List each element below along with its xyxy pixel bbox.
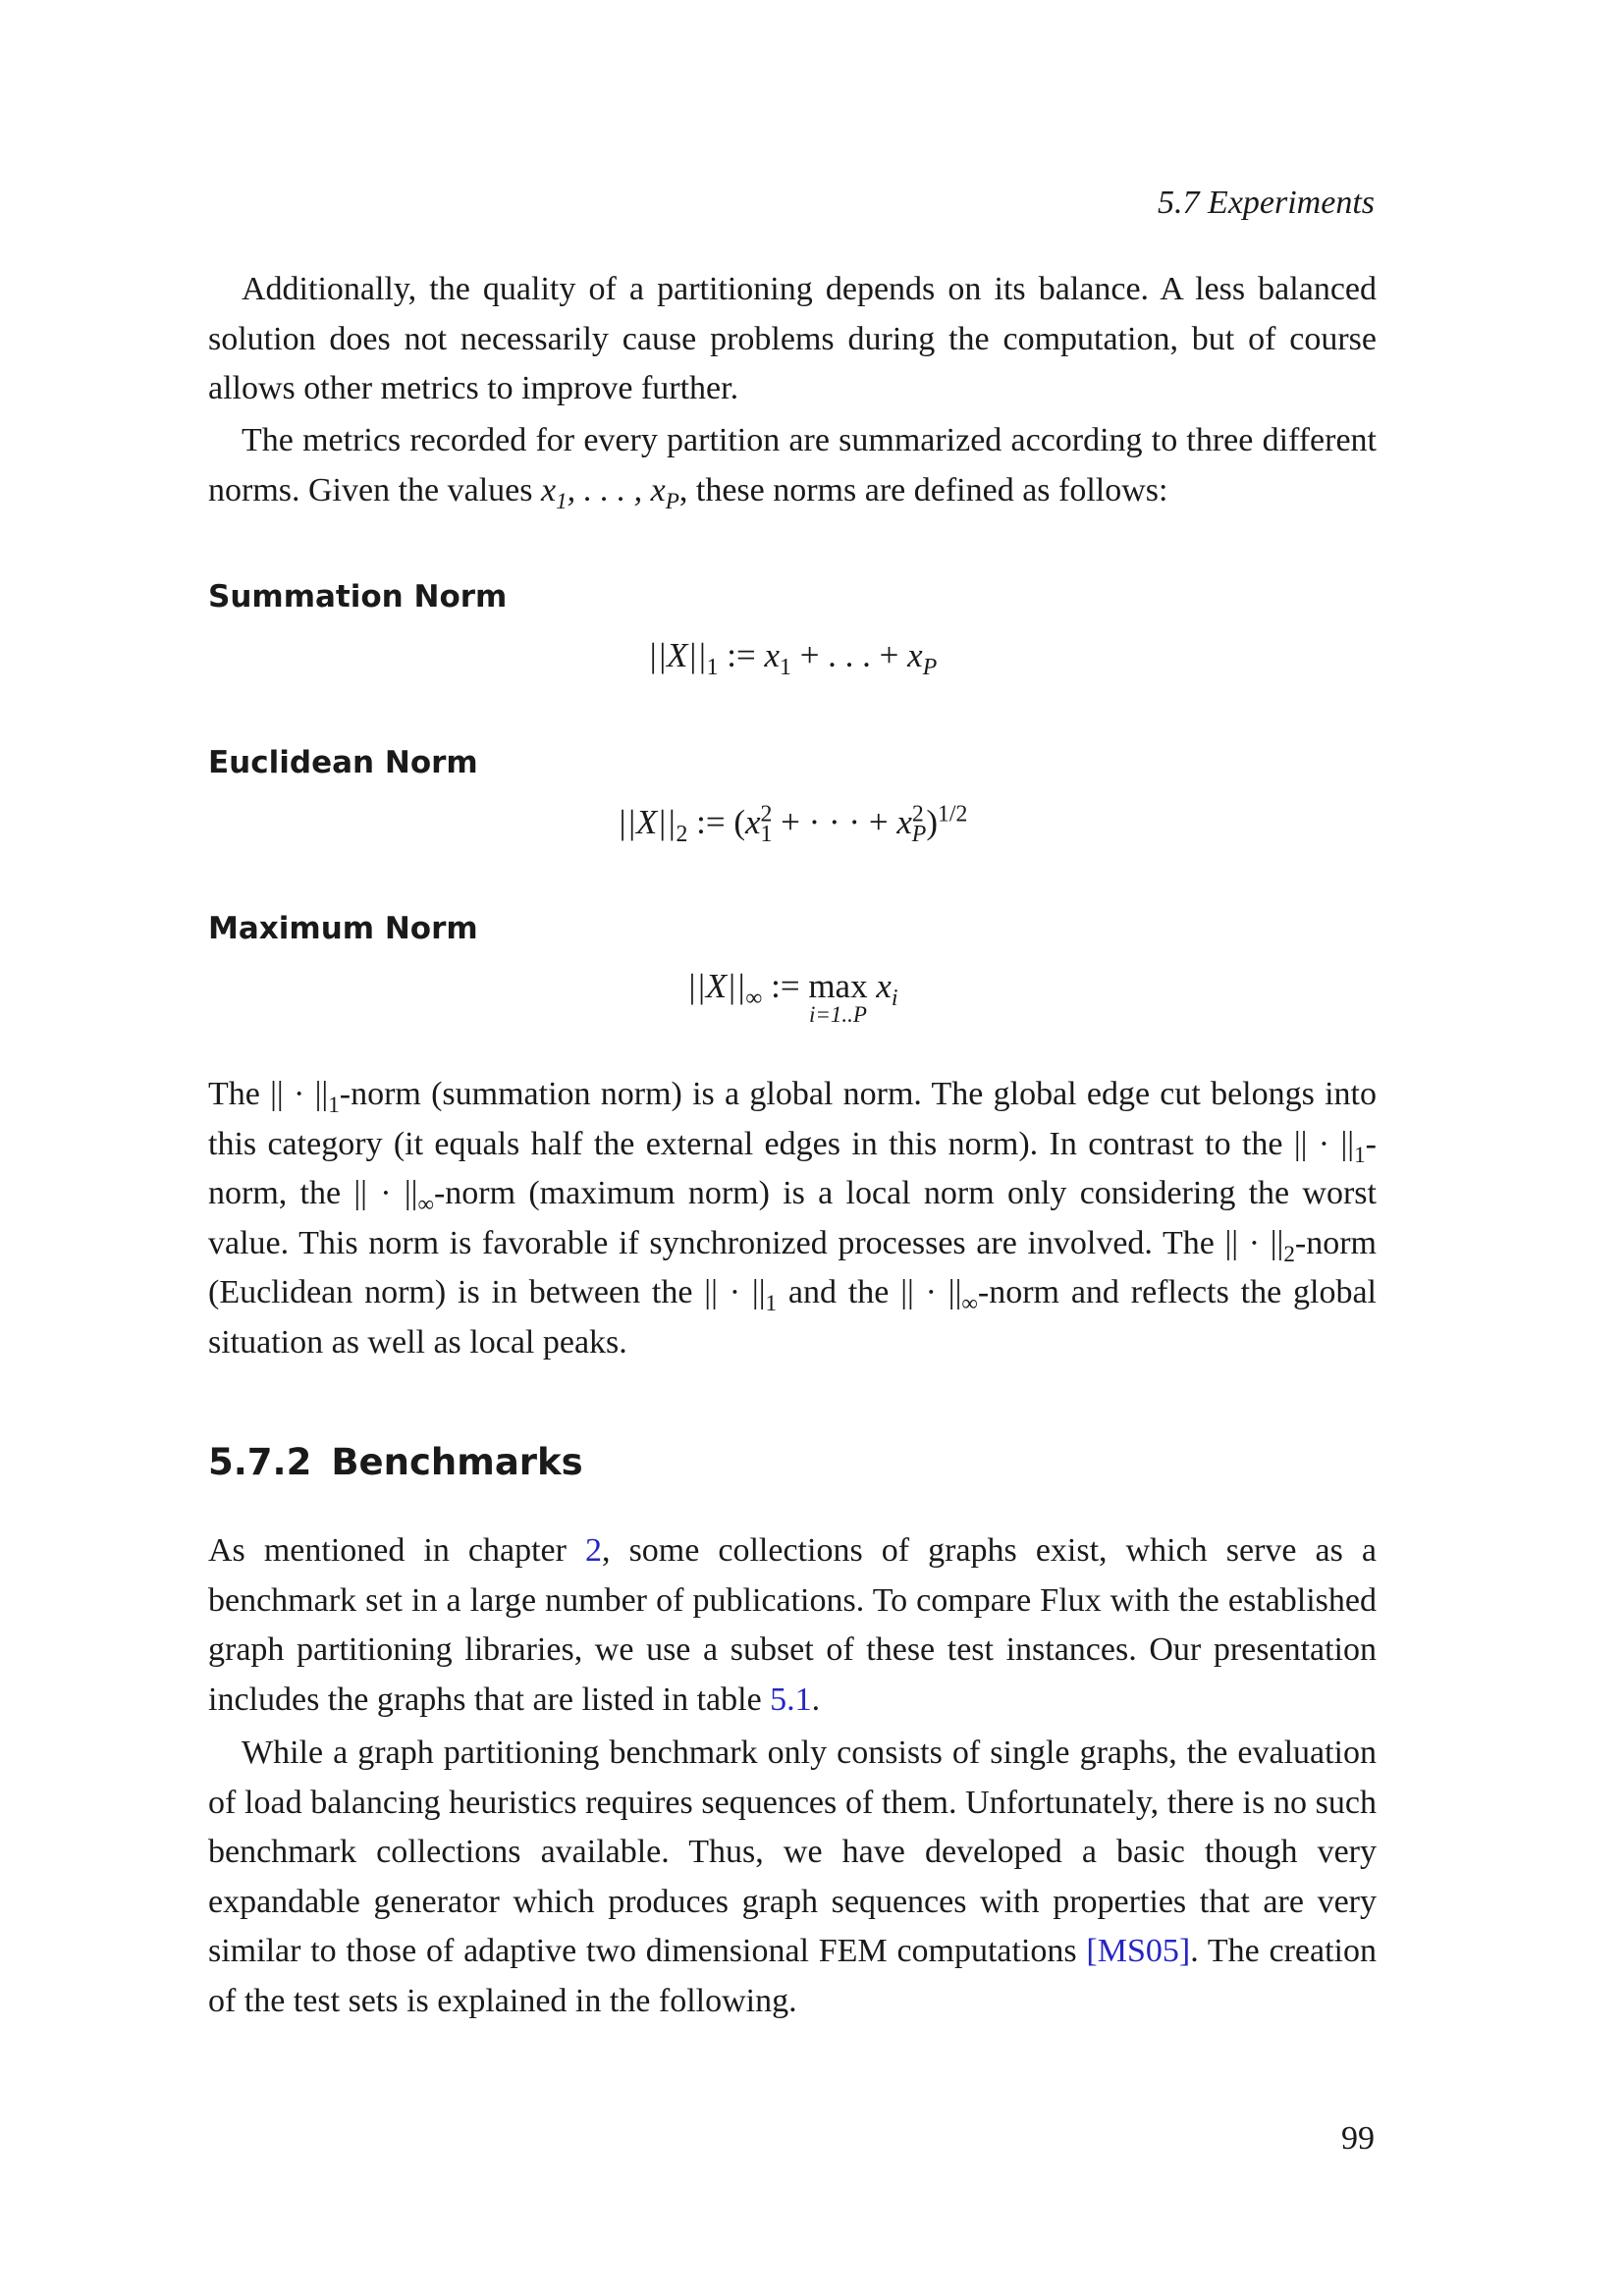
maximum-norm-formula: $||X||_\infty$ := max i=1..P $x_i$ [686, 967, 898, 1027]
maximum-norm-heading: Maximum Norm [208, 911, 478, 946]
euclidean-norm-formula: $||X||_2$ := ($x^2_1$ + · · · + $x^2_P)^{1/2}$ [617, 801, 968, 847]
table-reference-link[interactable]: 5.1 [770, 1681, 812, 1718]
page-number: 99 [1341, 2120, 1375, 2157]
intro-paragraph-2: The metrics recorded for every partition are summarized according to three different norms. Given the values $x_1$, . . . , $x_P$, these norms are defined as follows: [208, 422, 1377, 514]
citation-link[interactable]: [MS05] [1086, 1933, 1191, 1969]
section-number: 5.7.2 [208, 1441, 312, 1483]
benchmarks-paragraph-2: While a graph partitioning benchmark only consists of single graphs, the evaluation of load balancing heuristics requires sequences of them. Unfortunately, there is no such benchmark collections available. Thus, we have developed a basic though very expandable generator which produces graph sequences with properties that are very similar to those of adaptive two dimensional FEM computations [MS05]. The creation of the test sets is explained in the following. [208, 1735, 1378, 2019]
summation-norm-heading: Summation Norm [208, 579, 508, 614]
norm-discussion-paragraph: The || · $||_1$-norm (summation norm) is a global norm. The global edge cut belongs into this category (it equals half the external edges in this norm). In contrast to the || · $||_1$-norm, the || · $||_\infty$-norm (maximum norm) is a local norm only considering the worst value. This norm is favorable if synchronized processes are involved. The || · $||_2$-norm (Euclidean norm) is in between the || · $||_1$ and the || · $||_\infty$-norm and reflects the global situation as well as local peaks. [208, 1076, 1378, 1361]
summation-norm-formula: $||X||_1$ := $x_1$ + . . . + $x_P$ [647, 636, 938, 680]
section-heading [208, 1441, 583, 1483]
values-math: $x_1$, . . . , $x_P$ [541, 471, 679, 514]
intro-paragraph-1: Additionally, the quality of a partitioning depends on its balance. A less balanced solution does not necessarily cause problems during the computation, but of course allows other metrics to improve further. [208, 271, 1377, 406]
running-head: 5.7 Experiments [1158, 185, 1375, 221]
max-operator: max i=1..P [808, 967, 868, 1027]
benchmarks-paragraph-1: As mentioned in chapter 2, some collections of graphs exist, which serve as a benchmark set in a large number of publications. To compare Flux with the established graph partitioning libraries, we use a subset of these test instances. Our presentation includes the graphs that are listed in table 5.1. [208, 1532, 1377, 1718]
section-title: Benchmarks [331, 1441, 583, 1483]
chapter-reference-link[interactable]: 2 [585, 1532, 603, 1569]
euclidean-norm-heading: Euclidean Norm [208, 745, 478, 780]
